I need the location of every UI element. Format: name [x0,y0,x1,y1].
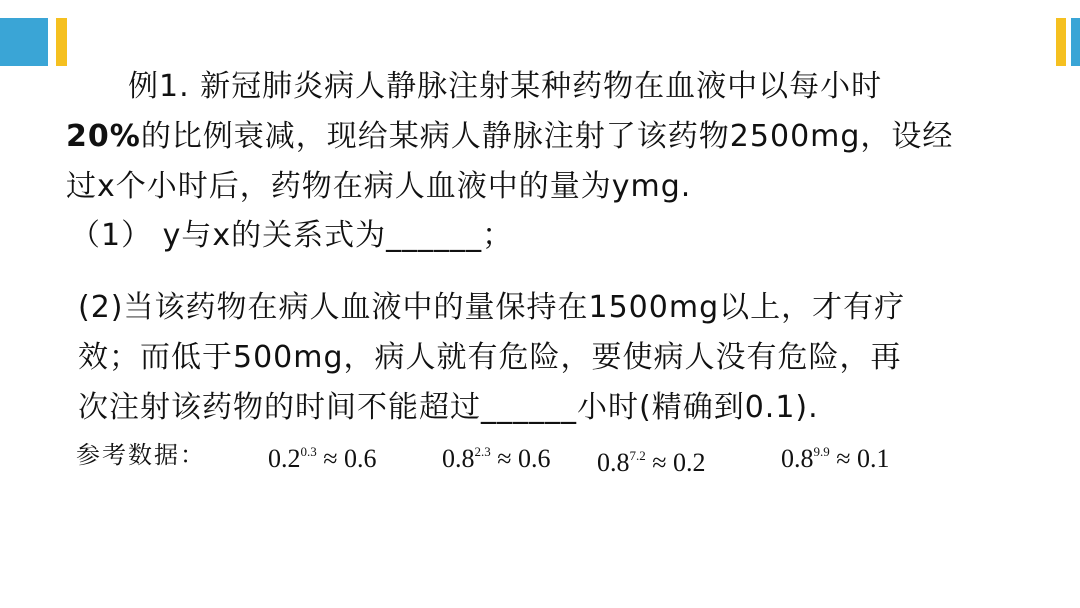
reference-formula-2: $0.8^{2.3} \approx 0.6$ [442,444,551,473]
rate-highlight: 20% [66,119,141,154]
decor-bar-yellow-left [56,18,67,66]
problem-line-1: 例1. 新冠肺炎病人静脉注射某种药物在血液中以每小时 [128,69,883,104]
decor-bar-blue-right [1071,18,1080,66]
reference-formula-3: $0.8^{7.2} \approx 0.2$ [597,448,706,477]
question-2-line-1: (2)当该药物在病人血液中的量保持在1500mg以上，才有疗 [78,290,906,325]
question-2-line-3: 次注射该药物的时间不能超过______小时(精确到0.1). [78,390,819,425]
decor-bar-blue-left [0,18,48,66]
reference-formula-4: $0.8^{9.9} \approx 0.1$ [781,444,890,473]
question-2 [78,283,905,433]
question-1: （1） y与x的关系式为______； [70,218,514,253]
problem-line-3: 过x个小时后，药物在病人血液中的量为ymg. [66,169,692,204]
problem-statement [66,62,953,212]
question-2-line-2: 效；而低于500mg，病人就有危险，要使病人没有危险，再 [78,340,902,375]
reference-formula-1: $0.2^{0.3} \approx 0.6$ [268,444,377,473]
decor-bar-yellow-right [1056,18,1066,66]
reference-label: 参考数据： [76,441,206,469]
problem-line-2: 20%的比例衰减，现给某病人静脉注射了该药物2500mg，设经 [66,119,954,154]
